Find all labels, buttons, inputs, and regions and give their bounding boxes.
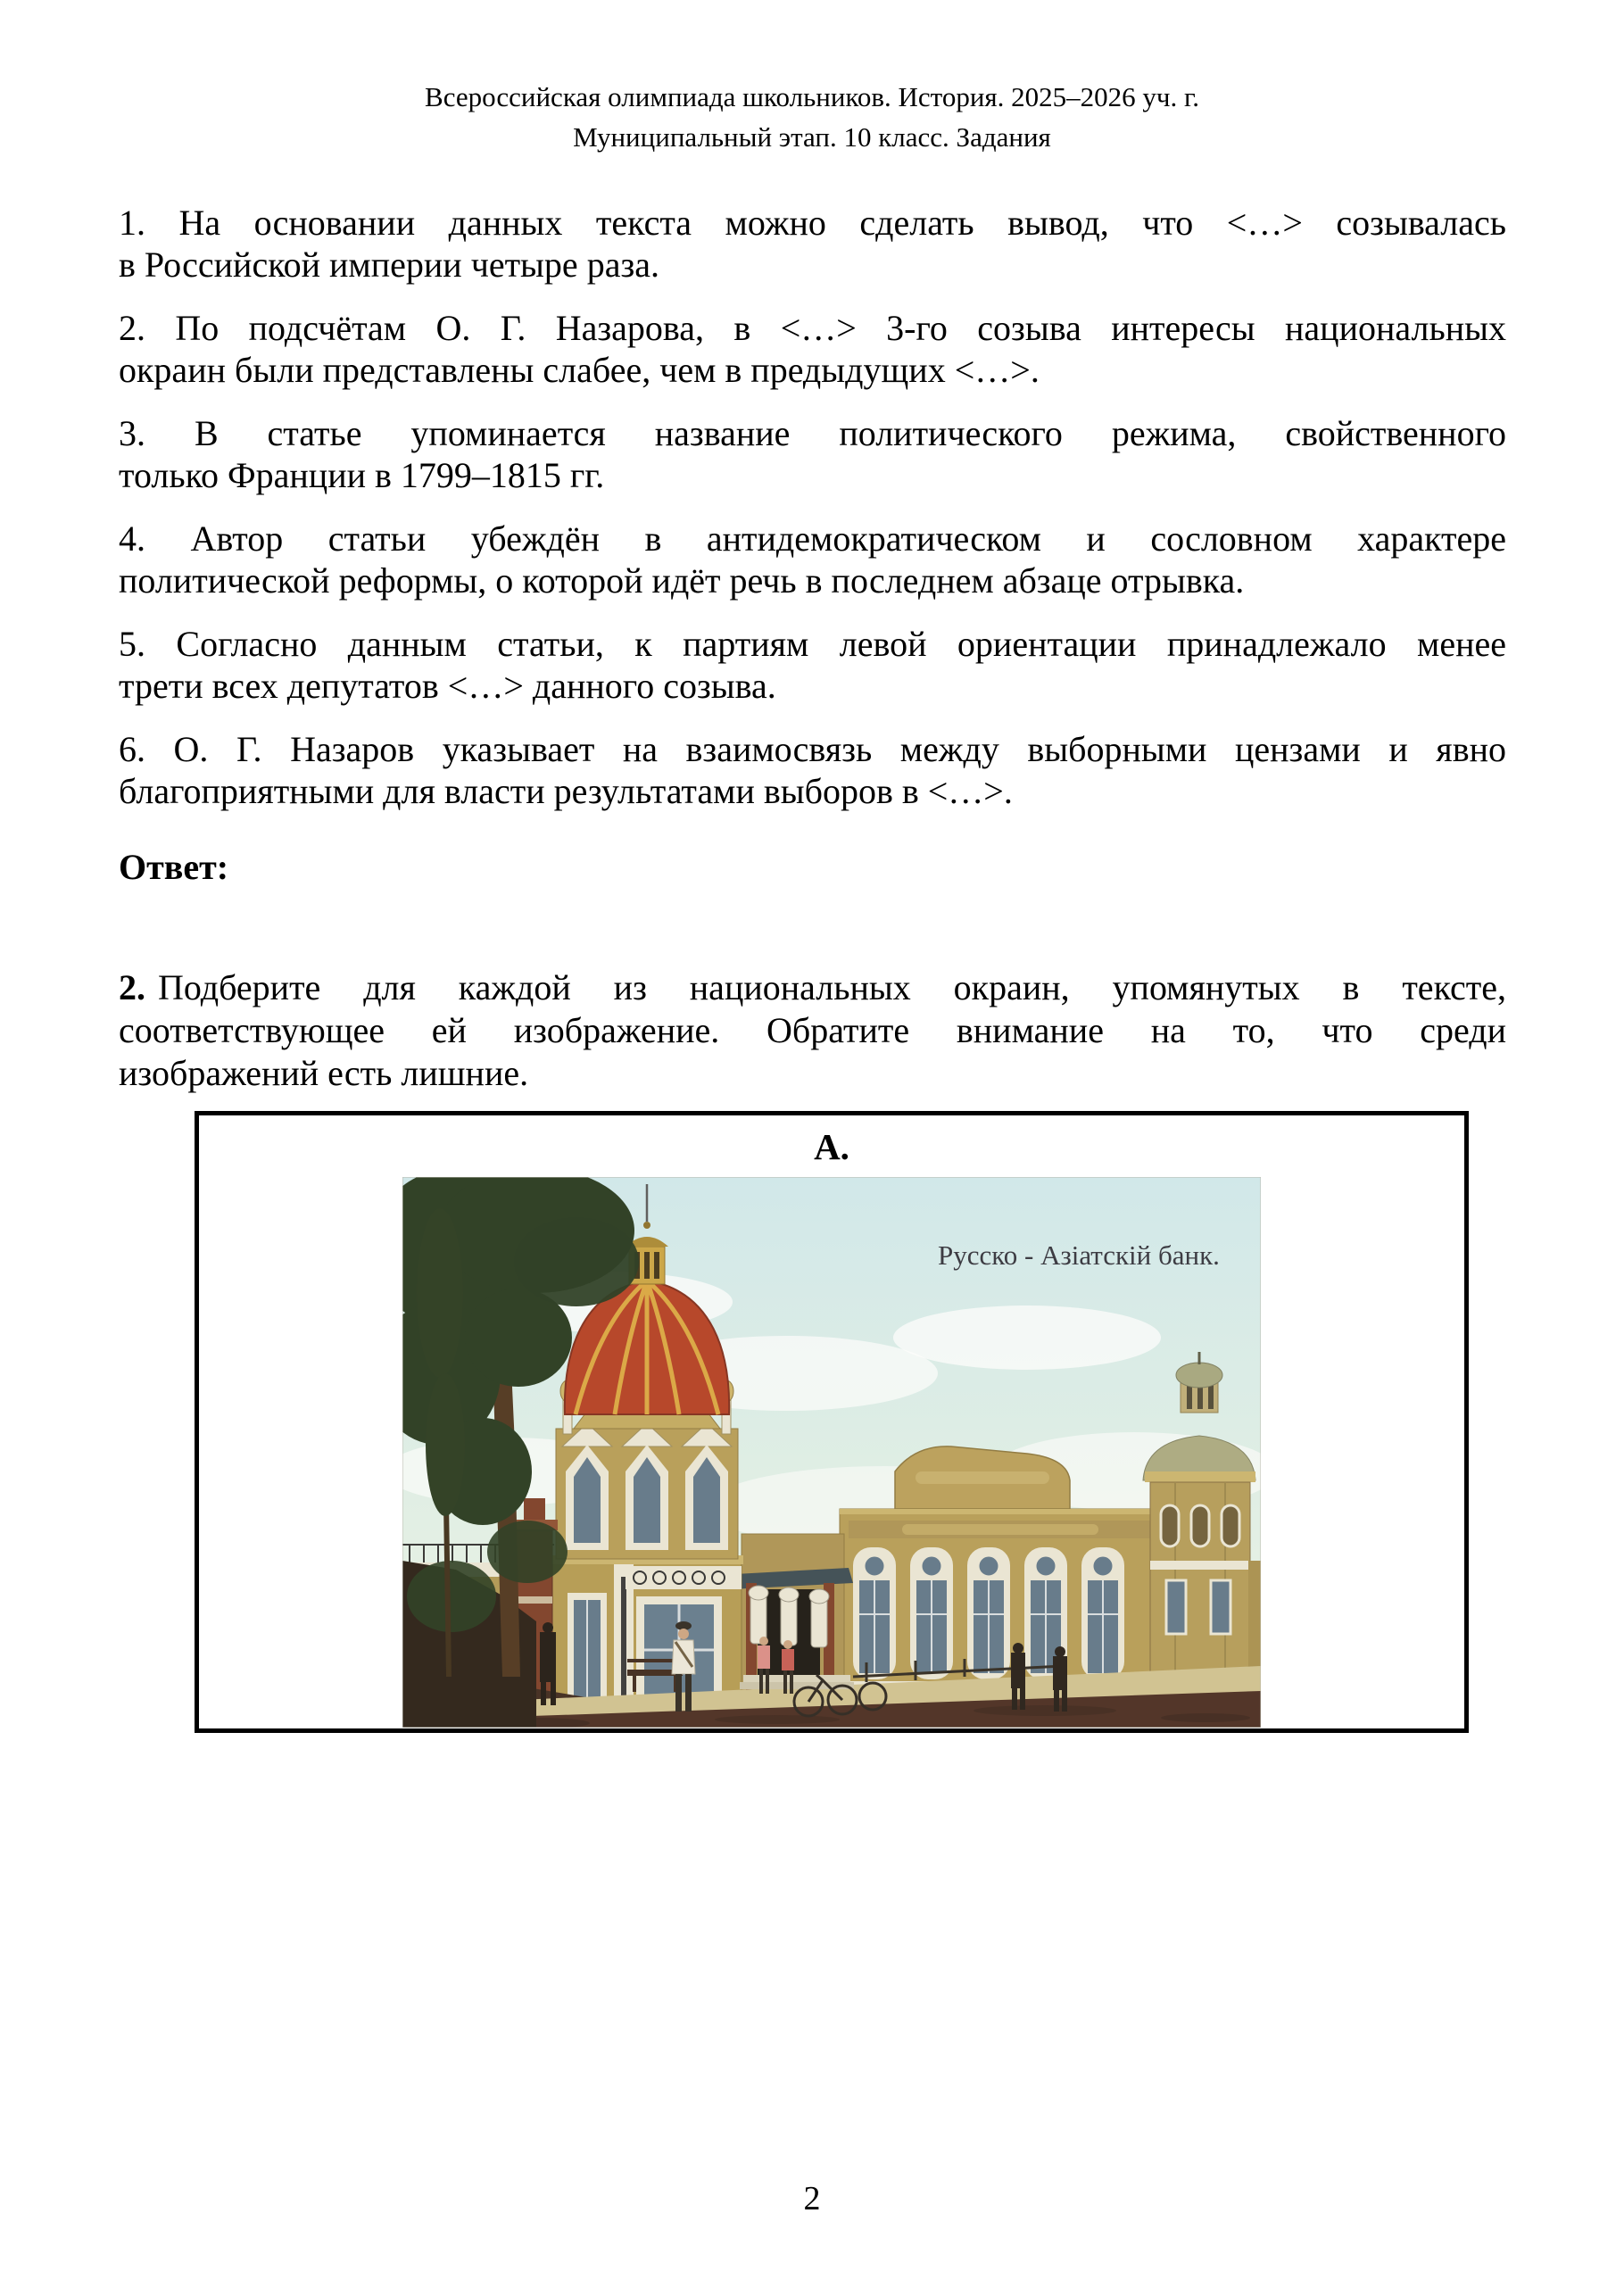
task2-number: 2. bbox=[119, 967, 145, 1007]
task2-line-1: Подберите для каждой из национальных окраин, упомянутых в тексте, bbox=[158, 967, 1506, 1007]
page-number: 2 bbox=[803, 2180, 821, 2217]
task1-item-3: 3. В статье упоминается название политического режима, свойственного только Франции в 1799–1815 гг. bbox=[119, 413, 1506, 495]
postcard-caption: Русско - Азіатскій банк. bbox=[938, 1239, 1220, 1271]
task-text-block bbox=[119, 202, 1506, 1116]
task1-item-1: 1. На основании данных текста можно сделать вывод, что <…> созывалась в Российской империи четыре раза. bbox=[119, 203, 1506, 285]
task2-line-3: изображений есть лишние. bbox=[119, 1053, 529, 1093]
task1-item-4: 4. Автор статьи убеждён в антидемократическом и сословном характере политической реформы, о которой идёт речь в последнем абзаце отрывка. bbox=[119, 518, 1506, 601]
task1-item-6: 6. О. Г. Назаров указывает на взаимосвязь между выборными цензами и явно благоприятными для власти результатами выборов в <…>. bbox=[119, 729, 1506, 811]
task1-item-2: 2. По подсчётам О. Г. Назарова, в <…> 3-го созыва интересы национальных окраин были представлены слабее, чем в предыдущих <…>. bbox=[119, 308, 1506, 390]
task2-line-2: соответствующее ей изображение. Обратите внимание на то, что среди bbox=[119, 1010, 1506, 1050]
tone-overlay bbox=[402, 1177, 1261, 1728]
postcard-image bbox=[402, 1177, 1261, 1728]
image-option-box bbox=[195, 1111, 1469, 1733]
task1-item-5: 5. Согласно данным статьи, к партиям левой ориентации принадлежало менее трети всех депутатов <…> данного созыва. bbox=[119, 624, 1506, 706]
image-option-label: А. bbox=[814, 1126, 849, 1167]
answer-label: Ответ: bbox=[119, 847, 229, 887]
header-line-1: Всероссийская олимпиада школьников. История. 2025–2026 уч. г. bbox=[425, 81, 1199, 112]
header-line-2: Муниципальный этап. 10 класс. Задания bbox=[573, 121, 1051, 153]
page-header bbox=[0, 77, 1624, 157]
task2-paragraph bbox=[119, 966, 1506, 1095]
